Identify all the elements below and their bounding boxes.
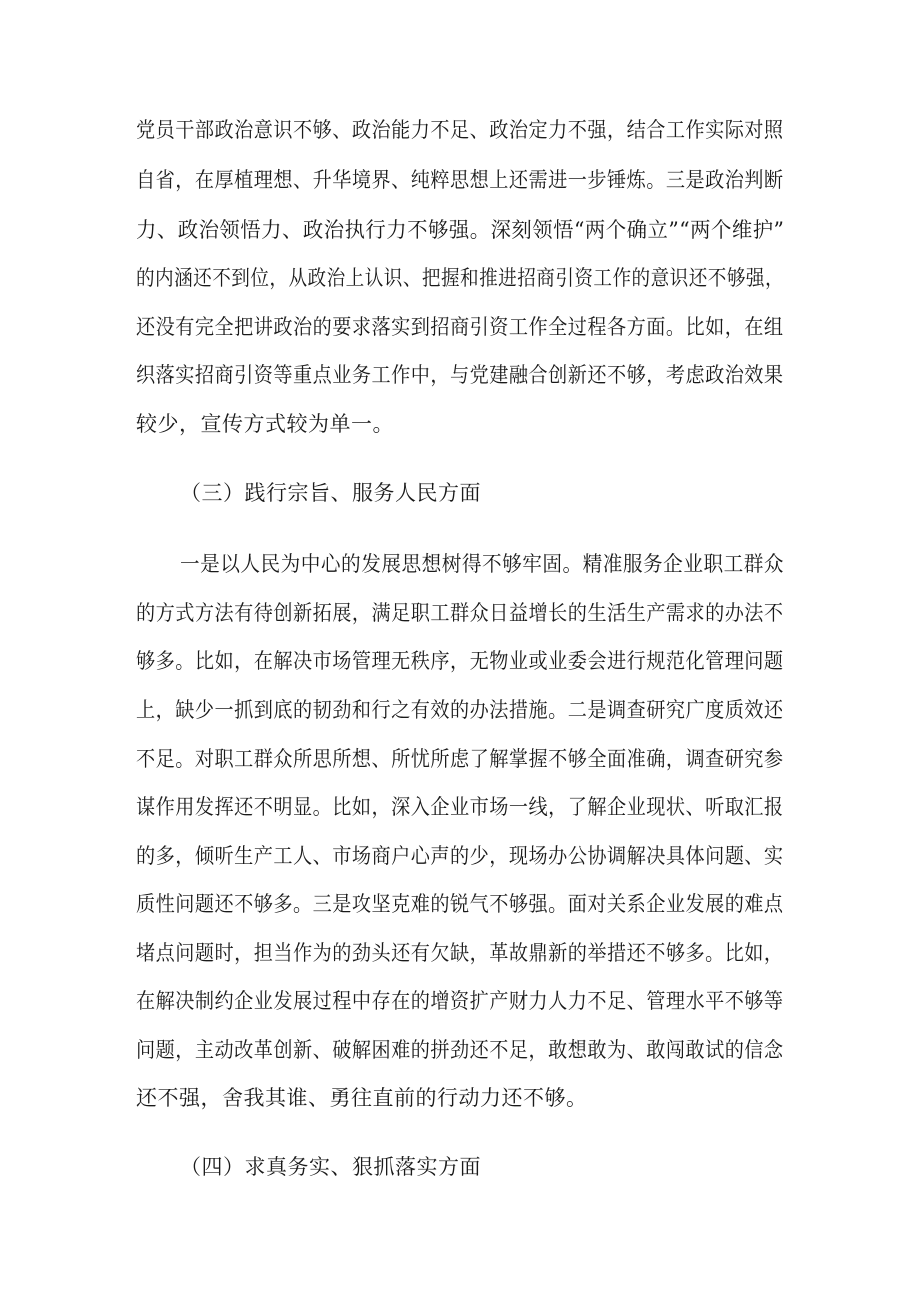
paragraph-line: 一是以人民为中心的发展思想树得不够牢固。精准服务企业职工群众 — [180, 552, 784, 576]
paragraph-line: 堵点问题时，担当作为的劲头还有欠缺，革故鼎新的举措还不够多。比如， — [136, 941, 784, 965]
paragraph-line: 质性问题还不够多。三是攻坚克难的锐气不够强。面对关系企业发展的难点 — [136, 892, 784, 916]
paragraph-line: 谋作用发挥还不明显。比如，深入企业市场一线，了解企业现状、听取汇报 — [136, 795, 784, 819]
paragraph-line: 不足。对职工群众所思所想、所忧所虑了解掌握不够全面准确，调查研究参 — [136, 747, 784, 771]
paragraph-line: 党员干部政治意识不够、政治能力不足、政治定力不强，结合工作实际对照 — [136, 118, 784, 142]
paragraph-line: 的内涵还不到位，从政治上认识、把握和推进招商引资工作的意识还不够强， — [136, 266, 785, 290]
paragraph-line: 还不强，舍我其谁、勇往直前的行动力还不够。 — [136, 1086, 588, 1110]
paragraph-line: 自省，在厚植理想、升华境界、纯粹思想上还需进一步锤炼。三是政治判断 — [136, 168, 784, 192]
paragraph-line: 的多，倾听生产工人、市场商户心声的少，现场办公协调解决具体问题、实 — [136, 844, 784, 868]
section-heading-3: （三）践行宗旨、服务人民方面 — [180, 481, 481, 505]
paragraph-line: 够多。比如，在解决市场管理无秩序，无物业或业委会进行规范化管理问题 — [136, 649, 784, 673]
paragraph-line: 上，缺少一抓到底的韧劲和行之有效的办法措施。二是调查研究广度质效还 — [136, 698, 784, 722]
paragraph-line: 的方式方法有待创新拓展，满足职工群众日益增长的生活生产需求的办法不 — [136, 601, 784, 625]
paragraph-line: 问题，主动改革创新、破解困难的拼劲还不足，敢想敢为、敢闯敢试的信念 — [136, 1038, 784, 1062]
paragraph-line: 力、政治领悟力、政治执行力不够强。深刻领悟“两个确立”“两个维护” — [136, 218, 785, 242]
section-heading-4: （四）求真务实、狠抓落实方面 — [180, 1155, 481, 1179]
paragraph-line: 较少，宣传方式较为单一。 — [136, 412, 394, 436]
paragraph-line: 还没有完全把讲政治的要求落实到招商引资工作全过程各方面。比如，在组 — [136, 315, 784, 339]
paragraph-line: 织落实招商引资等重点业务工作中，与党建融合创新还不够，考虑政治效果 — [136, 363, 784, 387]
paragraph-line: 在解决制约企业发展过程中存在的增资扩产财力人力不足、管理水平不够等 — [136, 989, 784, 1013]
